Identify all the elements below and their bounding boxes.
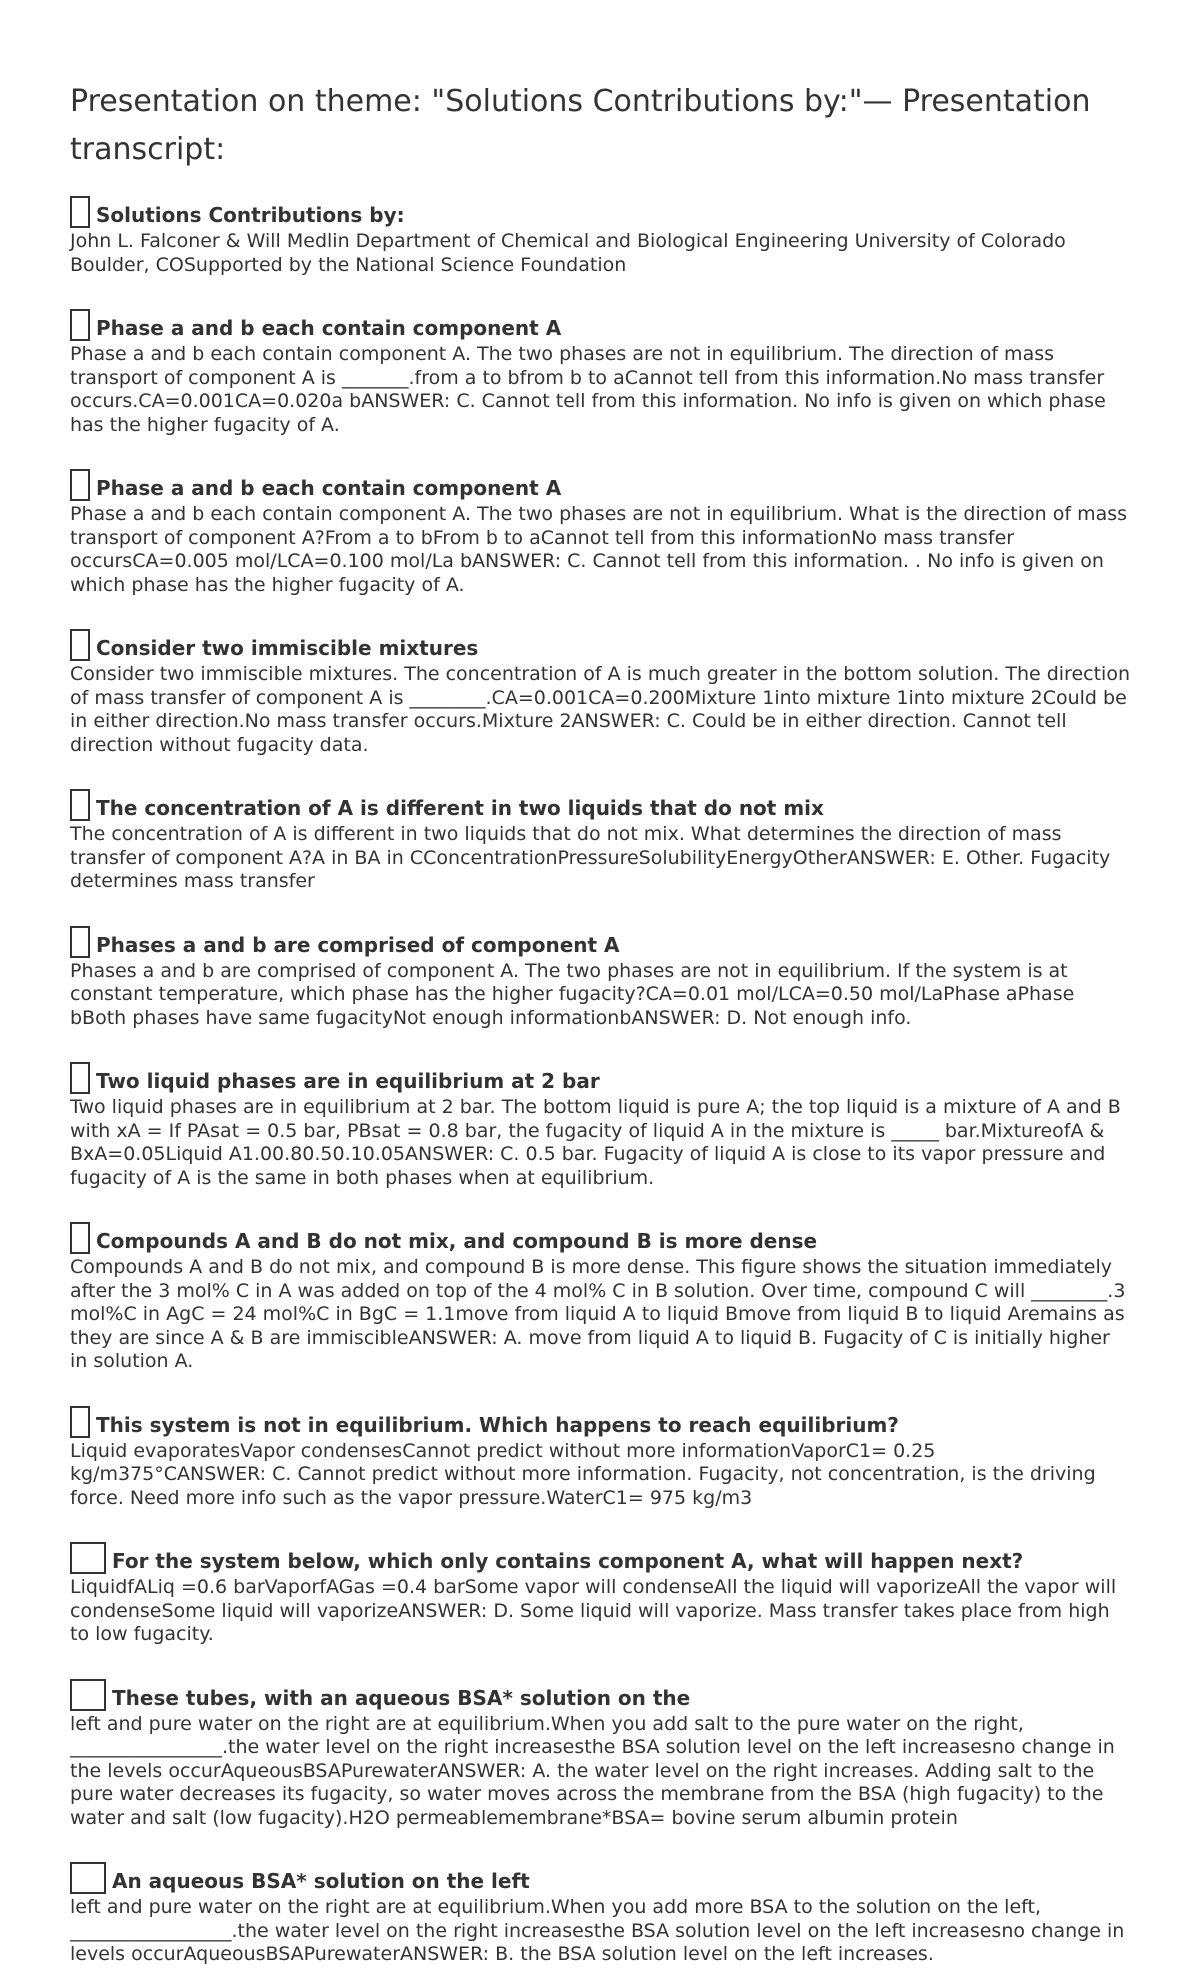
slide-thumbnail-icon[interactable] bbox=[70, 1679, 106, 1711]
slide-header bbox=[70, 627, 1130, 661]
slide-thumbnail-icon[interactable] bbox=[70, 1222, 90, 1254]
slide-thumbnail-icon[interactable] bbox=[70, 789, 90, 821]
slide-title: This system is not in equilibrium. Which happens to reach equilibrium? bbox=[96, 1412, 899, 1437]
slide-7 bbox=[70, 1060, 1130, 1190]
slide-title: An aqueous BSA* solution on the left bbox=[112, 1869, 530, 1893]
slide-thumbnail-icon[interactable] bbox=[70, 309, 90, 341]
slide-thumbnail-icon[interactable] bbox=[70, 469, 90, 501]
slide-header bbox=[70, 787, 1130, 821]
slide-thumbnail-icon[interactable] bbox=[70, 629, 90, 661]
slide-header bbox=[70, 1220, 1130, 1254]
slide-3 bbox=[70, 467, 1130, 597]
slide-title: Consider two immiscible mixtures bbox=[96, 636, 479, 660]
slide-8 bbox=[70, 1220, 1130, 1374]
slide-title: The concentration of A is different in two liquids that do not mix bbox=[96, 796, 824, 820]
slide-thumbnail-icon[interactable] bbox=[70, 926, 90, 958]
slide-title: Two liquid phases are in equilibrium at 2 bar bbox=[96, 1069, 600, 1093]
slide-12 bbox=[70, 1860, 1130, 1967]
slide-header bbox=[70, 1677, 1130, 1711]
slide-text: John L. Falconer & Will Medlin Department of Chemical and Biological Engineering University of Colorado Boulder, COSupported by the National Science Foundation bbox=[70, 230, 1066, 276]
slide-11 bbox=[70, 1677, 1130, 1831]
slide-thumbnail-icon[interactable] bbox=[70, 1062, 90, 1094]
slide-6 bbox=[70, 924, 1130, 1031]
slide-text: Compounds A and B do not mix, and compound B is more dense. This figure shows the situation immediately after the 3 mol% C in A was added on top of the 4 mol% C in B solution. Over time, compound C will ________.3 mol%C in AgC = 24 mol%C in BgC = 1.1move from liquid A to liquid Bmove from liquid B to liquid Aremains as they are since A & B are immiscibleANSWER: A. move from liquid A to liquid B. Fugacity of C is initially higher in solution A. bbox=[70, 1256, 1126, 1372]
slide-thumbnail-icon[interactable] bbox=[70, 1542, 106, 1574]
slide-text: left and pure water on the right are at equilibrium.When you add more BSA to the solution on the left, _________________.the water level on the right increasesthe BSA solution level on the left increasesno change in levels occurAqueousBSAPurewaterANSWER: B. the BSA solution level on the left increases. bbox=[70, 1896, 1125, 1965]
slide-text: Two liquid phases are in equilibrium at 2 bar. The bottom liquid is pure A; the top liquid is a mixture of A and B with xA = If PAsat = 0.5 bar, PBsat = 0.8 bar, the fugacity of liquid A in the mixture is _____ bar.MixtureofA & BxA=0.05Liquid A1.00.80.50.10.05ANSWER: C. 0.5 bar. Fugacity of liquid A is close to its vapor pressure and fugacity of A is the same in both phases when at equilibrium. bbox=[70, 1096, 1121, 1189]
slide-10 bbox=[70, 1540, 1130, 1647]
slide-text: Phase a and b each contain component A. The two phases are not in equilibrium. What is the direction of mass transport of component A?From a to bFrom b to aCannot tell from this informationNo mass transfer occursCA=0.005 mol/LCA=0.100 mol/La bANSWER: C. Cannot tell from this information. . No info is given on which phase has the higher fugacity of A. bbox=[70, 503, 1128, 596]
slide-header bbox=[70, 194, 1130, 228]
slide-text: Phase a and b each contain component A. The two phases are not in equilibrium. The direction of mass transport of component A is _______.from a to bfrom b to aCannot tell from this information.No mass transfer occurs.CA=0.001CA=0.020a bANSWER: C. Cannot tell from this information. No info is given on which phase has the higher fugacity of A. bbox=[70, 343, 1106, 436]
slide-thumbnail-icon[interactable] bbox=[70, 196, 90, 228]
slide-title: For the system below, which only contains component A, what will happen next? bbox=[112, 1549, 1024, 1573]
slide-title: Compounds A and B do not mix, and compound B is more dense bbox=[96, 1229, 818, 1253]
slide-header bbox=[70, 1860, 1130, 1894]
slide-header bbox=[70, 924, 1130, 958]
slide-2 bbox=[70, 307, 1130, 437]
slide-1 bbox=[70, 194, 1130, 277]
slide-header bbox=[70, 307, 1130, 341]
slide-title: Phase a and b each contain component A bbox=[96, 476, 562, 500]
slide-title: Phase a and b each contain component A bbox=[96, 316, 562, 340]
slide-text: The concentration of A is different in two liquids that do not mix. What determines the direction of mass transfer of component A?A in BA in CConcentrationPressureSolubilityEnergyOtherANSWER: E. Other. Fugacity determines mass transfer bbox=[70, 823, 1111, 892]
slide-text: left and pure water on the right are at equilibrium.When you add salt to the pure water on the right, ________________.the water level on the right increasesthe BSA solution level on the left increasesno change in the levels occurAqueousBSAPurewaterANSWER: A. the water level on the right increases. Adding salt to the pure water decreases its fugacity, so water moves across the membrane from the BSA (high fugacity) to the water and salt (low fugacity).H2O permeablemembrane*BSA= bovine serum albumin protein bbox=[70, 1712, 1115, 1829]
slide-header bbox=[70, 467, 1130, 501]
slide-text: Phases a and b are comprised of component A. The two phases are not in equilibrium. If the system is at constant temperature, which phase has the higher fugacity?CA=0.01 mol/LCA=0.50 mol/LaPhase aPhase bBoth phases have same fugacityNot enough informationbANSWER: D. Not enough info. bbox=[70, 959, 1075, 1029]
slide-thumbnail-icon[interactable] bbox=[70, 1862, 106, 1894]
slide-header bbox=[70, 1060, 1130, 1094]
page-title: Presentation on theme: "Solutions Contributions by:"— Presentation transcript: bbox=[70, 84, 1091, 167]
slide-header bbox=[70, 1404, 1130, 1438]
slide-title: Phases a and b are comprised of component A bbox=[96, 932, 620, 957]
slide-text: Consider two immiscible mixtures. The concentration of A is much greater in the bottom solution. The direction of mass transfer of component A is ________.CA=0.001CA=0.200Mixture 1into mixture 1into mixture 2Could be in either direction.No mass transfer occurs.Mixture 2ANSWER: C. Could be in either direction. Cannot tell direction without fugacity data. bbox=[70, 663, 1130, 756]
slide-5 bbox=[70, 787, 1130, 894]
slide-text: LiquidfALiq =0.6 barVaporfAGas =0.4 barSome vapor will condenseAll the liquid will vaporizeAll the vapor will condenseSome liquid will vaporizeANSWER: D. Some liquid will vaporize. Mass transfer takes place from high to low fugacity. bbox=[70, 1576, 1117, 1645]
slide-text: Liquid evaporatesVapor condensesCannot predict without more informationVaporC1= 0.25 kg/m375°CANSWER: C. Cannot predict without more information. Fugacity, not concentration, is the driving force. Need more info such as the vapor pressure.WaterC1= 975 kg/m3 bbox=[70, 1439, 1096, 1509]
slide-title: These tubes, with an aqueous BSA* solution on the bbox=[112, 1685, 691, 1710]
slide-header bbox=[70, 1540, 1130, 1574]
slide-4 bbox=[70, 627, 1130, 757]
slide-thumbnail-icon[interactable] bbox=[70, 1406, 90, 1438]
slide-9 bbox=[70, 1404, 1130, 1511]
slide-title: Solutions Contributions by: bbox=[96, 203, 405, 227]
